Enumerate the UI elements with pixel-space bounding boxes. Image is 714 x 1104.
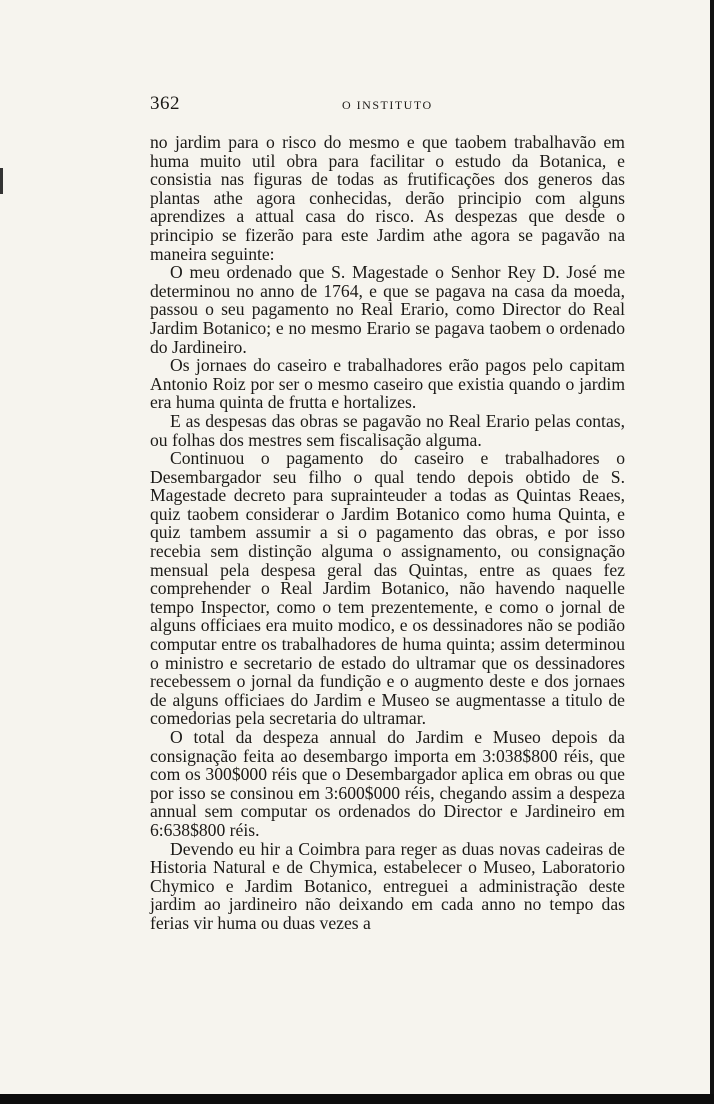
scan-edge-right — [710, 0, 714, 1104]
paragraph: O total da despeza annual do Jardim e Museo depois da consignação feita ao desembargo importa em 3:038$800 réis, que com os 300$000 réis que o Desembargador aplica em obras ou que por isso se consinou em 3:600$000 réis, chegando assim a despeza annual sem computar os ordenados do Director e Jardineiro em 6:638$800 réis. — [150, 727, 625, 840]
paragraph: E as despesas das obras se pagavão no Real Erario pelas contas, ou folhas dos mestres sem fiscalisação alguma. — [150, 410, 625, 450]
paragraph: Devendo eu hir a Coimbra para reger as duas novas cadeiras de Historia Natural e de Chymica, estabelecer o Museo, Laboratorio Chymico e Jardim Botanico, entreguei a administração deste jardim ao jardineiro não deixando em cada anno no tempo das ferias vir huma ou duas vezes a — [150, 838, 625, 933]
page-header — [150, 93, 625, 117]
paragraph: no jardim para o risco do mesmo e que taobem trabalhavão em huma muito util obra para facilitar o estudo da Botanica, e consistia nas figuras de todas as frutificações dos generos das plantas athe agora conhecidas, derão principio com alguns aprendizes a attual casa do risco. As despezas que desde o principio se fizerão para este Jardim athe agora se pagavão na maneira seguinte: — [150, 132, 625, 264]
running-head: O INSTITUTO — [342, 98, 433, 112]
scan-edge-mark — [0, 168, 3, 194]
page-number: 362 — [150, 93, 180, 114]
paragraph: Continuou o pagamento do caseiro e trabalhadores o Desembargador seu filho o qual tendo depois obtido de S. Magestade decreto para suprainteuder a todas as Quintas Reaes, quiz taobem considerar o Jardim Botanico como huma Quinta, e quiz tambem assumir a si o pagamento das obras, e por isso recebia sem distinção alguma o assignamento, ou consignação mensual pela despesa geral das Quintas, entre as quaes fez comprehender o Real Jardim Botanico, não havendo naquelle tempo Inspector, como o tem prezentemente, e como o jornal de alguns officiaes era muito modico, e os dessinadores não se podião computar entre os trabalhadores de huma quinta; assim determinou o ministro e secretario de estado do ultramar que os dessinadores recebessem o jornal da fundição e o augmento deste e dos jornaes de alguns officiaes do Jardim e Museo se augmentasse a titulo de comedorias pela secretaria do ultramar. — [150, 448, 625, 729]
paragraph: O meu ordenado que S. Magestade o Senhor Rey D. José me determinou no anno de 1764, e que se pagava na casa da moeda, passou o seu pagamento no Real Erario, como Director do Real Jardim Botanico; e no mesmo Erario se pagava taobem o ordenado do Jardineiro. — [150, 262, 625, 357]
body-text — [150, 133, 625, 933]
paragraph: Os jornaes do caseiro e trabalhadores erão pagos pelo capitam Antonio Roiz por ser o mesmo caseiro que existia quando o jardim era huma quinta de frutta e hortalizes. — [150, 355, 625, 413]
scan-edge-bottom — [0, 1094, 714, 1104]
